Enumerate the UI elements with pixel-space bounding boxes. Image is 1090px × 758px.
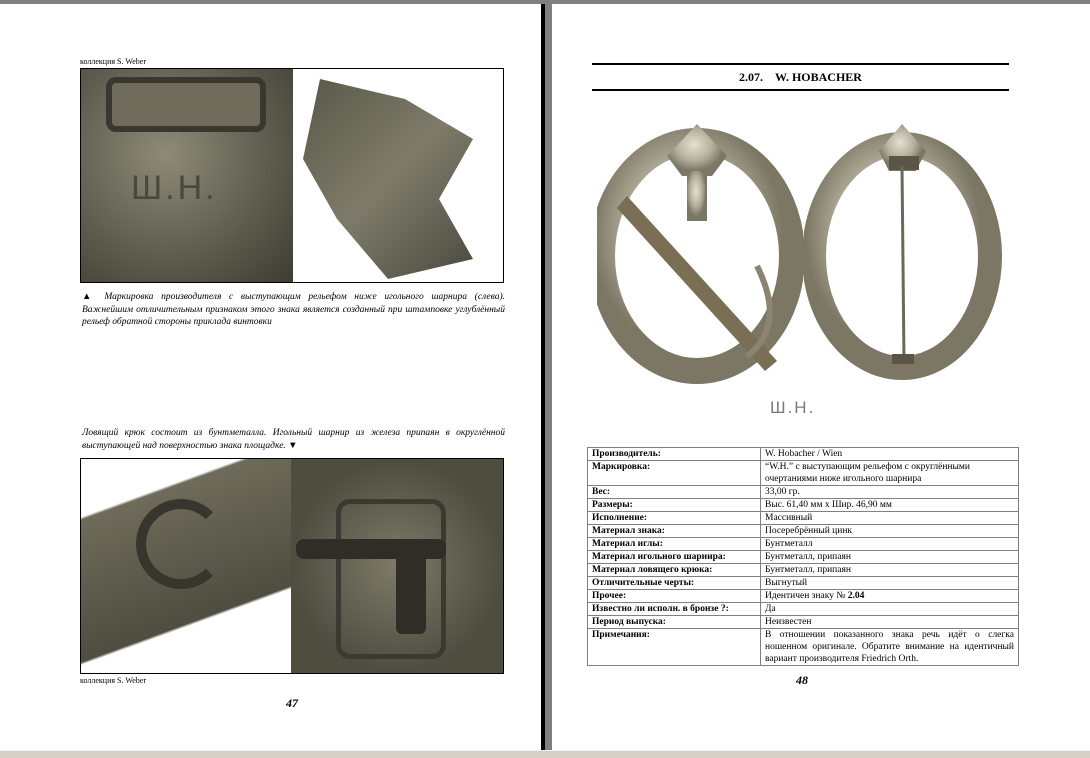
row-label: Материал знака:: [588, 525, 761, 538]
table-row: [588, 448, 1019, 461]
page-47: [0, 4, 541, 750]
collection-credit-top: коллекция S. Weber: [80, 57, 147, 66]
collection-credit-bottom: коллекция S. Weber: [80, 676, 147, 685]
table-row: [588, 512, 1019, 525]
caption-catch-hook: Ловящий крюк состоит из бунтметалла. Игольный шарнир из железа припаян в округлённой выступающей над поверхностью знака площадке. ▼: [82, 428, 505, 451]
row-value-text: Идентичен знаку №: [765, 591, 846, 601]
table-row: [588, 461, 1019, 486]
row-value: Выгнутый: [761, 577, 1019, 590]
row-value: Выс. 61,40 мм x Шир. 46,90 мм: [761, 499, 1019, 512]
row-label: Маркировка:: [588, 461, 761, 486]
row-label: Производитель:: [588, 448, 761, 461]
row-value: Неизвестен: [761, 616, 1019, 629]
table-row: [588, 564, 1019, 577]
table-row: [588, 616, 1019, 629]
badge-obverse-image: [597, 116, 807, 384]
table-row: [588, 577, 1019, 590]
row-value: 33,00 гр.: [761, 486, 1019, 499]
table-row: [588, 525, 1019, 538]
page-number: 47: [286, 696, 298, 710]
row-label: Отличительные черты:: [588, 577, 761, 590]
row-label: Размеры:: [588, 499, 761, 512]
table-row: [588, 629, 1019, 666]
row-label: Период выпуска:: [588, 616, 761, 629]
row-label: Примечания:: [588, 629, 761, 666]
specification-table: [587, 447, 1019, 666]
row-value-ref: 2.04: [847, 591, 865, 601]
table-row: [588, 486, 1019, 499]
photo-maker-mark: Ш.Н.: [80, 68, 504, 283]
row-value: Бунтметалл, припаян: [761, 564, 1019, 577]
table-row: [588, 538, 1019, 551]
table-row: [588, 590, 1019, 603]
table-row: [588, 551, 1019, 564]
page-48: [552, 4, 1090, 750]
row-value: “W.H.” с выступающим рельефом с округлёнными очертаниями ниже игольного шарнира: [761, 461, 1019, 486]
row-label: Известно ли исполн. в бронзе ?:: [588, 603, 761, 616]
row-value: Бунтметалл, припаян: [761, 551, 1019, 564]
row-value: Посеребрённый цинк: [761, 525, 1019, 538]
maker-mark-image: Ш.Н.: [770, 398, 816, 417]
header-rule-bottom: [592, 89, 1009, 91]
row-label: Материал иглы:: [588, 538, 761, 551]
row-value: Да: [761, 603, 1019, 616]
table-row: [588, 499, 1019, 512]
row-label: Материал игольного шарнира:: [588, 551, 761, 564]
header-rule-top: [592, 63, 1009, 65]
row-label: Материал ловящего крюка:: [588, 564, 761, 577]
photo-hook-and-hinge: [80, 458, 504, 674]
row-value: В отношении показанного знака речь идёт о слегка ношенном оригинале. Обратите внимание на идентичный вариант производителя Friedrich Orth.: [761, 629, 1019, 666]
page-number: 48: [796, 673, 808, 687]
row-label: Вес:: [588, 486, 761, 499]
section-title: 2.07. W. HOBACHER: [739, 70, 862, 84]
caption-maker-mark: ▲ Маркировка производителя с выступающим рельефом ниже игольного шарнира (слева). Важнейшим отличительным признаком этого знака является созданный при штамповке углублённый рельеф обратной стороны приклада винтовки: [82, 292, 505, 327]
status-bar: [0, 750, 1090, 758]
row-value: Бунтметалл: [761, 538, 1019, 551]
page-shadow: [541, 4, 545, 750]
row-label: Прочее:: [588, 590, 761, 603]
table-row: [588, 603, 1019, 616]
row-label: Исполнение:: [588, 512, 761, 525]
row-value: W. Hobacher / Wien: [761, 448, 1019, 461]
row-value: Массивный: [761, 512, 1019, 525]
row-value: [761, 590, 1019, 603]
badge-reverse-image: [804, 116, 1004, 384]
